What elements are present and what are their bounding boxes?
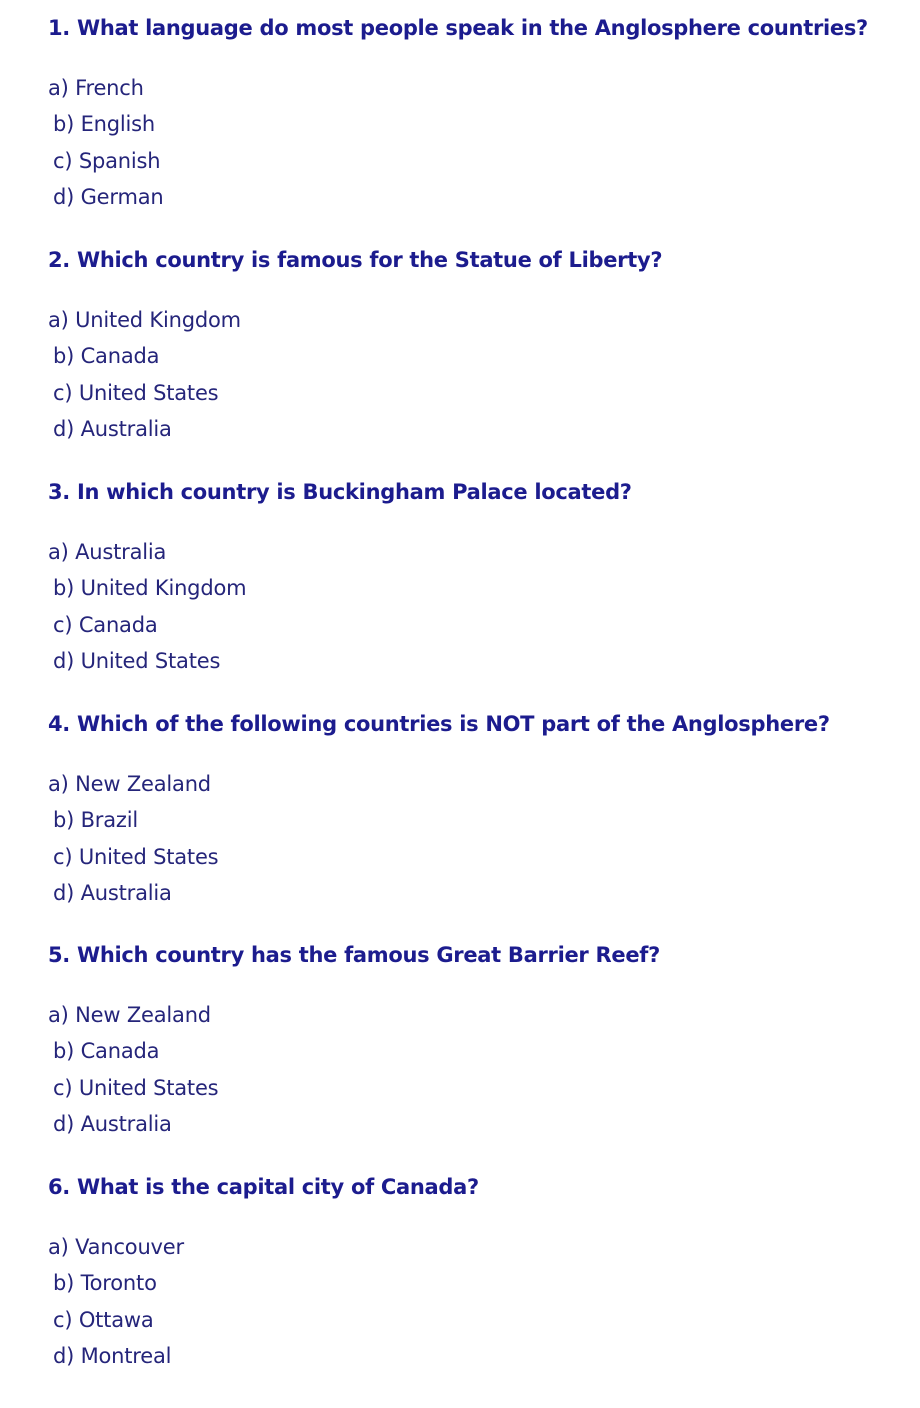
answer-option: c) Canada [53,613,158,637]
answer-option: c) Ottawa [53,1308,154,1332]
question-text: 1. What language do most people speak in the Anglosphere countries? [48,16,868,40]
answer-option: a) Vancouver [48,1235,184,1259]
answer-option: d) United States [53,649,221,673]
answer-option: a) New Zealand [48,772,211,796]
answer-option: a) New Zealand [48,1003,211,1027]
answer-option: d) Australia [53,881,172,905]
answer-option: c) Spanish [53,149,161,173]
answer-option: a) French [48,76,144,100]
answer-option: b) English [53,112,156,136]
question-text: 6. What is the capital city of Canada? [48,1175,479,1199]
answer-option: d) Australia [53,1112,172,1136]
answer-option: b) United Kingdom [53,576,247,600]
answer-option: c) United States [53,381,219,405]
answer-option: d) German [53,185,164,209]
question-text: 3. In which country is Buckingham Palace located? [48,480,632,504]
question-text: 2. Which country is famous for the Statue of Liberty? [48,248,663,272]
question-text: 4. Which of the following countries is NOT part of the Anglosphere? [48,712,830,736]
answer-option: b) Brazil [53,808,138,832]
answer-option: c) United States [53,845,219,869]
answer-option: b) Canada [53,344,160,368]
answer-option: a) Australia [48,540,167,564]
answer-option: b) Canada [53,1039,160,1063]
answer-option: b) Toronto [53,1271,157,1295]
answer-option: d) Australia [53,417,172,441]
question-text: 5. Which country has the famous Great Barrier Reef? [48,943,660,967]
answer-option: d) Montreal [53,1344,172,1368]
answer-option: a) United Kingdom [48,308,241,332]
answer-option: c) United States [53,1076,219,1100]
